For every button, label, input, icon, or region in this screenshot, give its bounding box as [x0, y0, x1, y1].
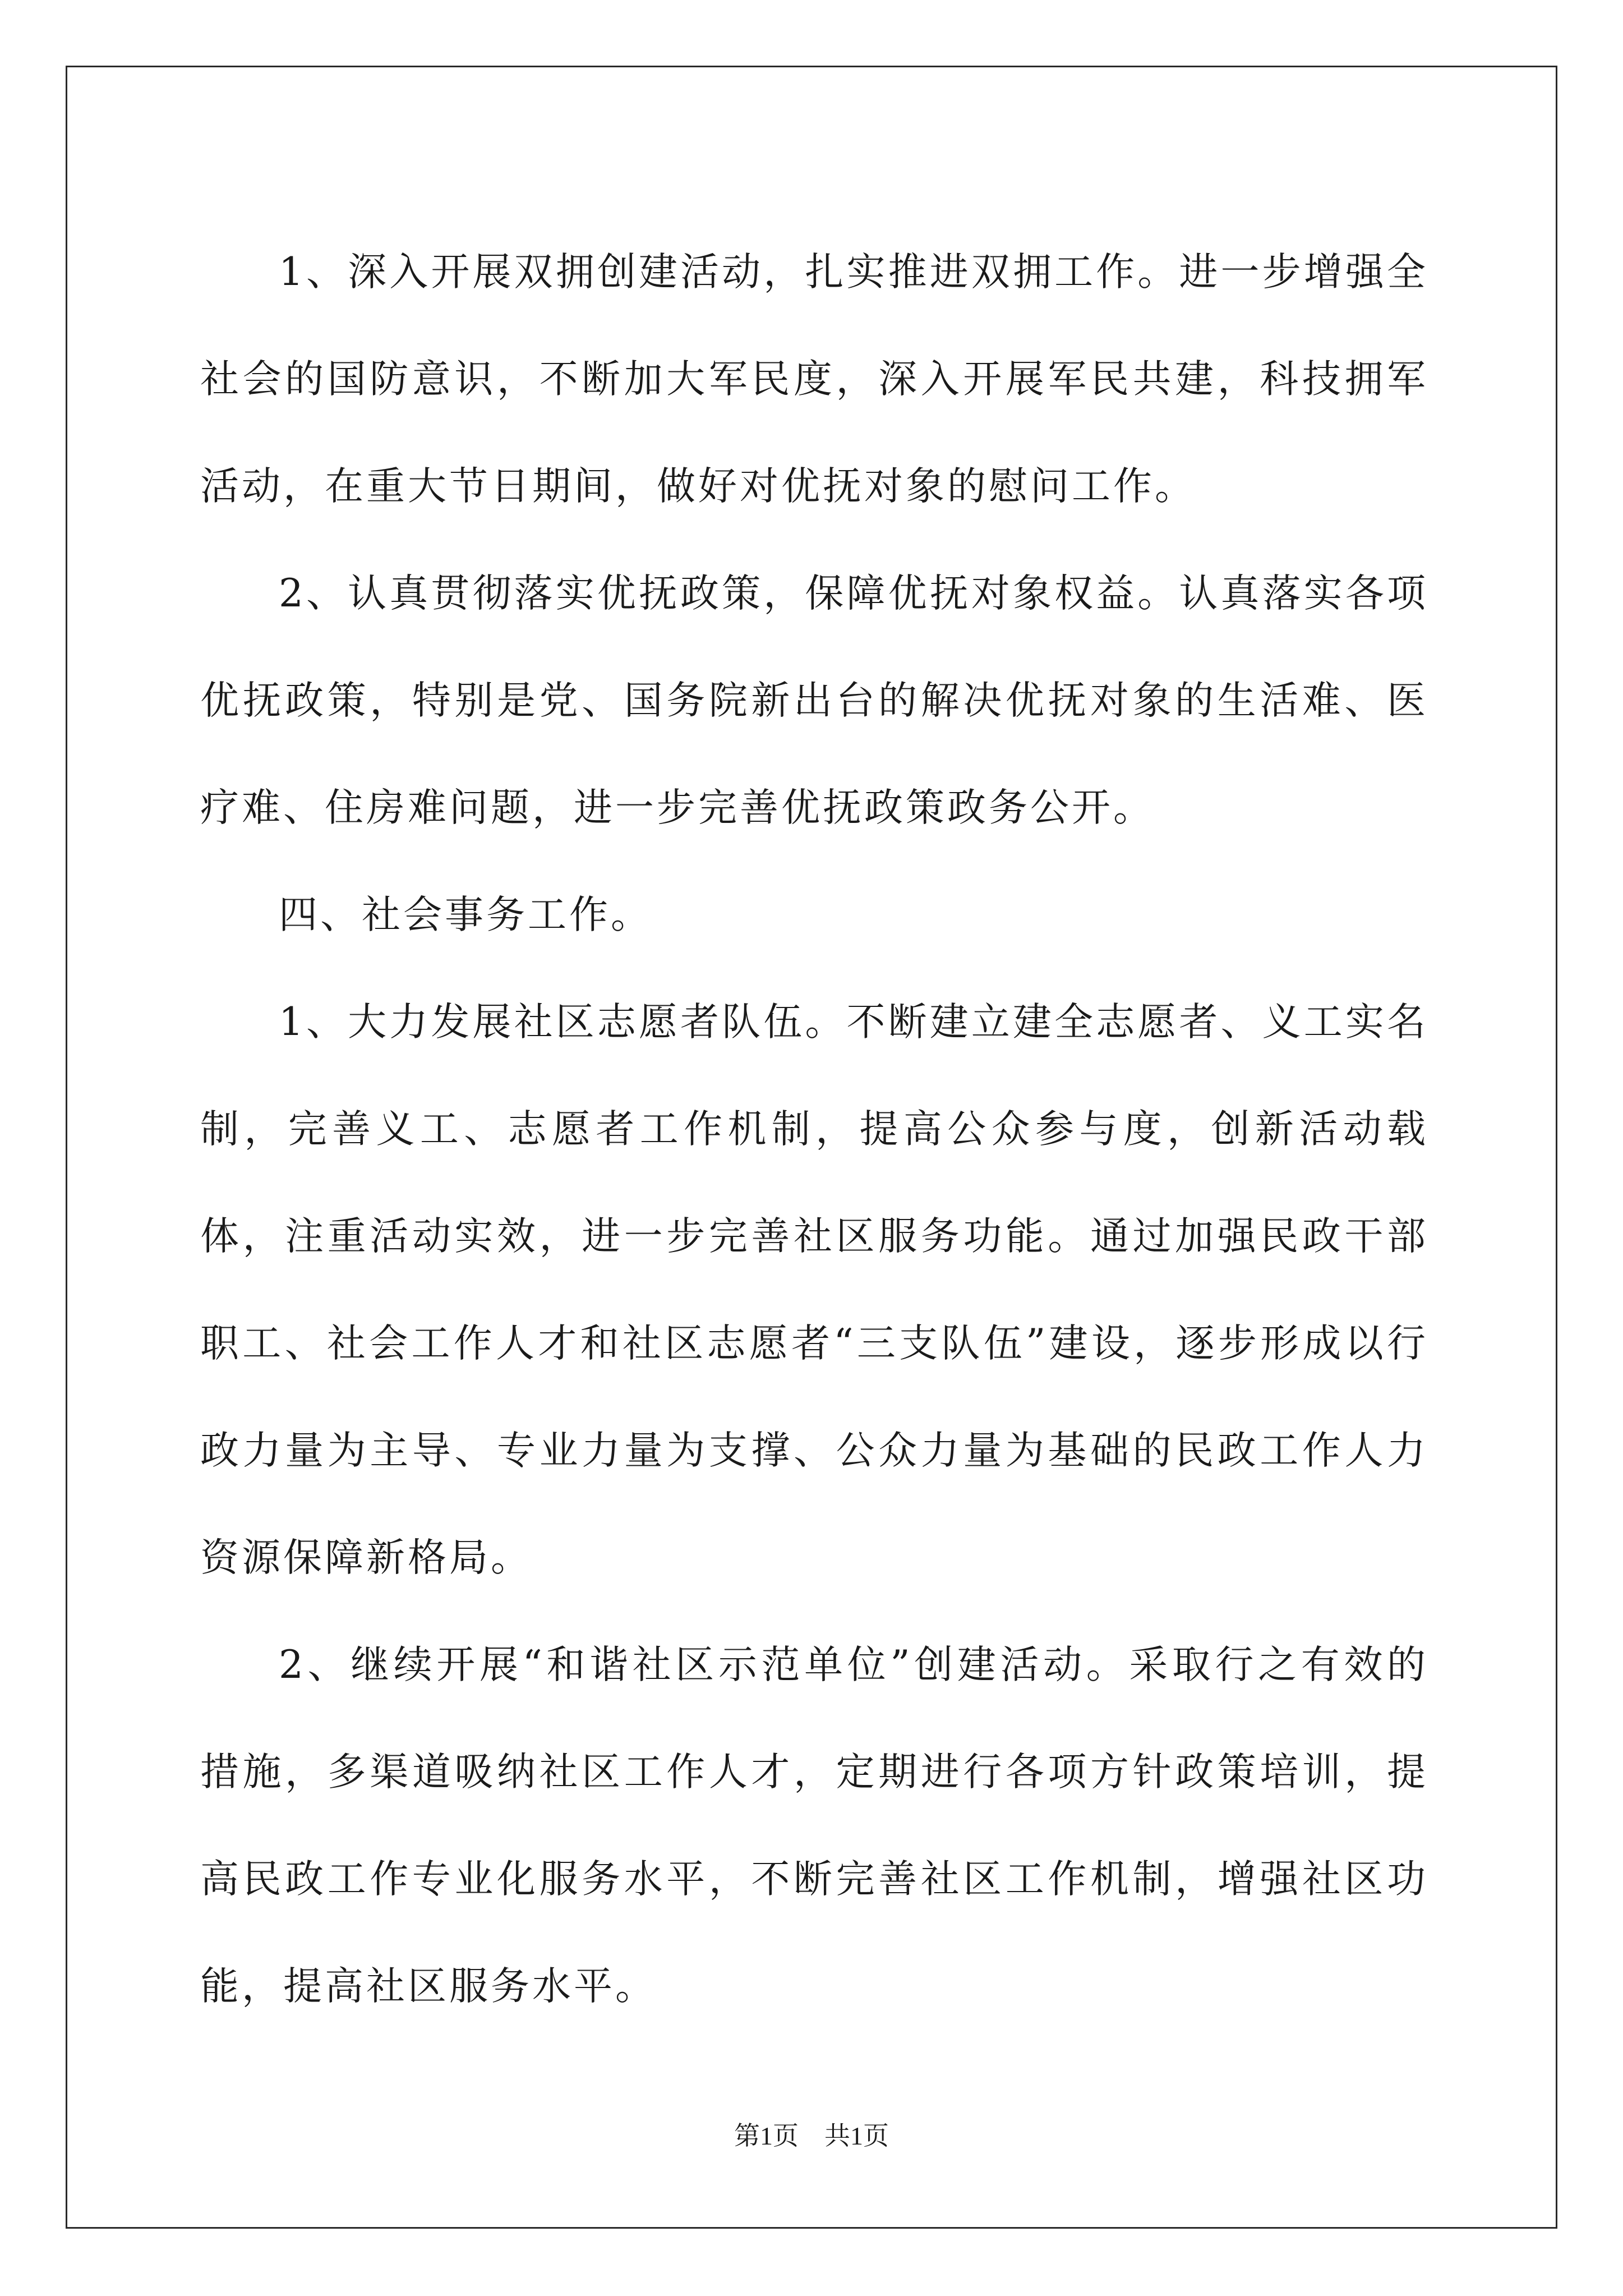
paragraph-4: 2、继续开展“和谐社区示范单位”创建活动。采取行之有效的措施，多渠道吸纳社区工作人才，定期进行各项方针政策培训，提高民政工作专业化服务水平，不断完善社区工作机制，增强社区功能，提高社区服务水平。	[200, 1642, 1428, 2009]
paragraph-2: 2、认真贯彻落实优抚政策，保障优抚对象权益。认真落实各项优抚政策，特别是党、国务院新出台的解决优抚对象的生活难、医疗难、住房难问题，进一步完善优抚政策政务公开。	[200, 571, 1428, 830]
paragraph-1: 1、深入开展双拥创建活动，扎实推进双拥工作。进一步增强全社会的国防意识，不断加大军民度，深入开展军民共建，科技拥军活动，在重大节日期间，做好对优抚对象的慰问工作。	[200, 250, 1428, 509]
paragraph-3: 1、大力发展社区志愿者队伍。不断建立建全志愿者、义工实名制，完善义工、志愿者工作机制，提高公众参与度，创新活动载体，注重活动实效，进一步完善社区服务功能。通过加强民政干部职工、社会工作人才和社区志愿者“三支队伍”建设，逐步形成以行政力量为主导、专业力量为支撑、公众力量为基础的民政工作人力资源保障新格局。	[200, 1000, 1428, 1580]
section-heading: 四、社会事务工作。	[279, 892, 652, 937]
document-body	[200, 219, 1428, 2040]
page-number: 第1页 共1页	[734, 2122, 889, 2150]
